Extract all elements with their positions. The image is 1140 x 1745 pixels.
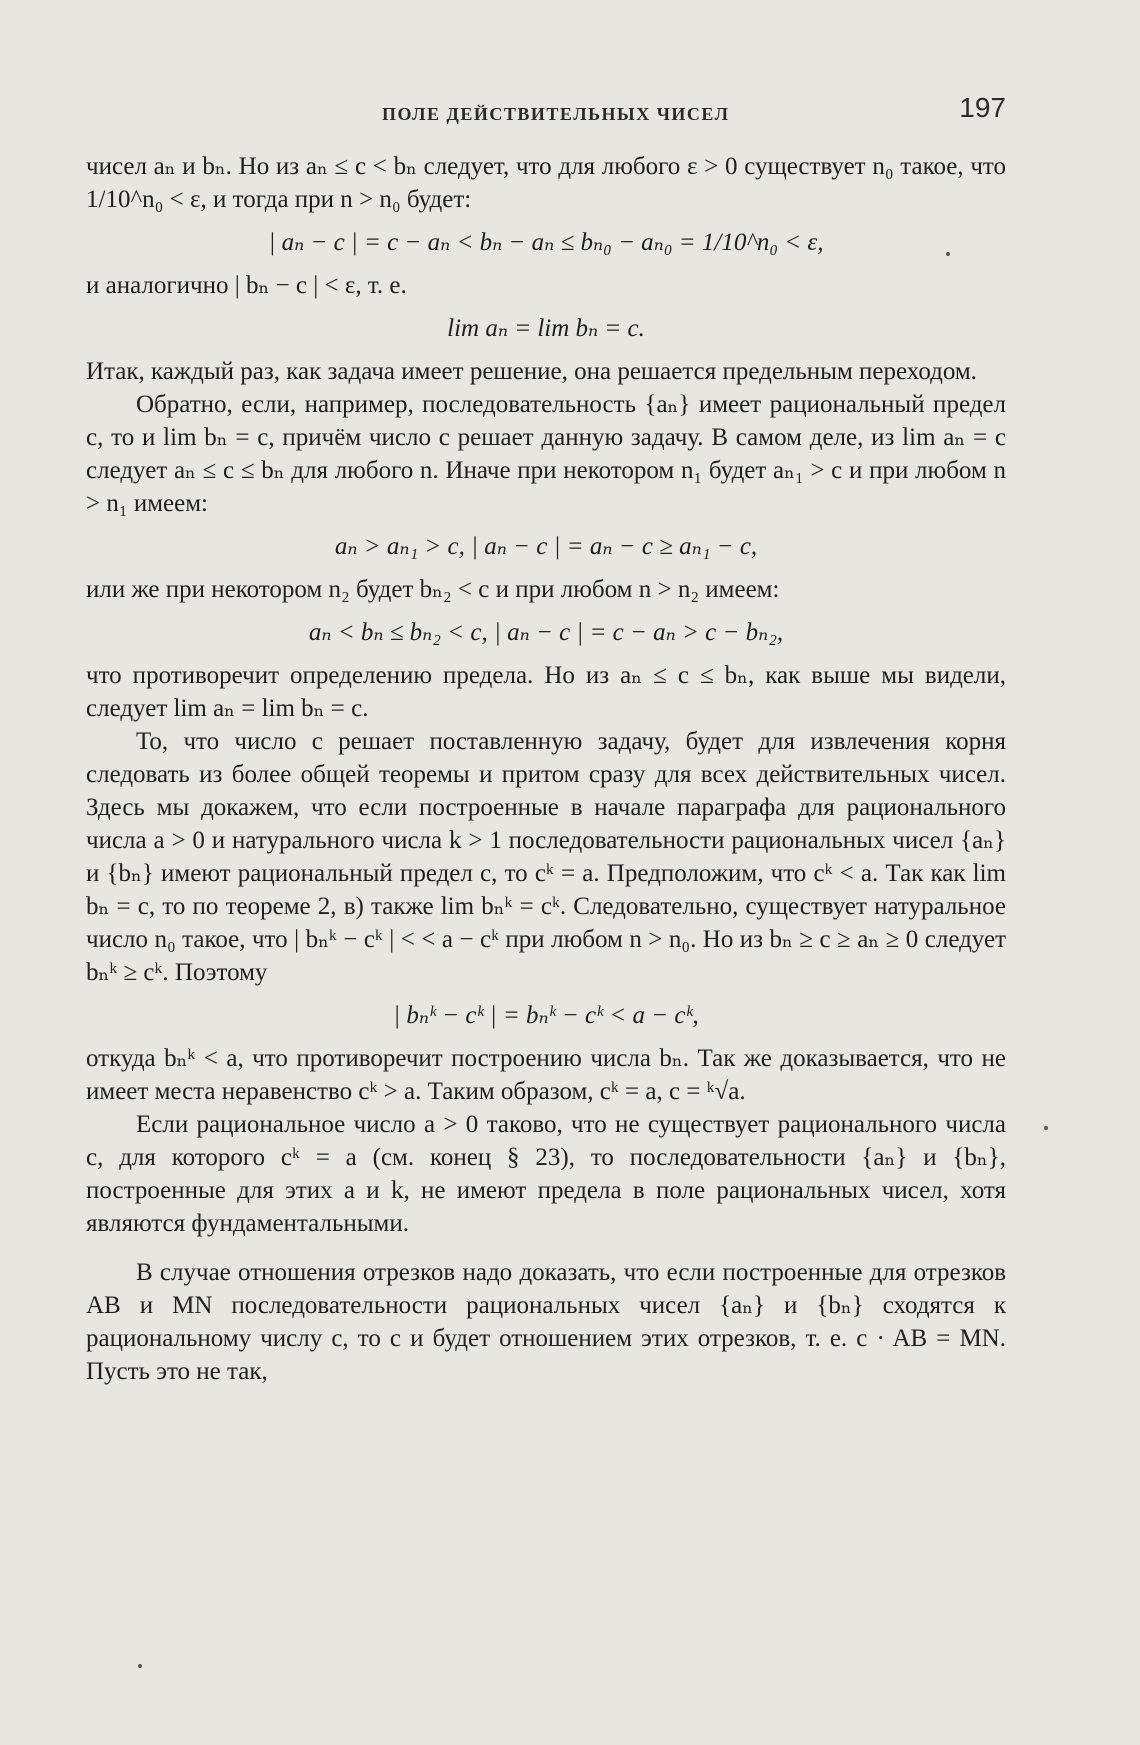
formula: lim aₙ = lim bₙ = c. xyxy=(447,315,645,342)
running-title: ПОЛЕ ДЕЙСТВИТЕЛЬНЫХ ЧИСЕЛ xyxy=(382,104,730,124)
paragraph: что противоречит определению предела. Но из aₙ ≤ c ≤ bₙ, как выше мы видели, следует lim aₙ = lim bₙ = c. xyxy=(86,662,1006,722)
page-number: 197 xyxy=(959,92,1006,123)
paragraph: и аналогично | bₙ − c | < ε, т. е. xyxy=(86,272,407,299)
page-body xyxy=(86,150,1006,1388)
formula: | aₙ − c | = c − aₙ < bₙ − aₙ ≤ bₙ₀ − aₙ₀ = 1/10^n₀ < ε, xyxy=(268,229,824,256)
paragraph: Если рациональное число a > 0 таково, что не существует рационального числа c, для которого cᵏ = a (см. конец § 23), то последовательности {aₙ} и {bₙ}, построенные для этих a и k, не имеют предела в поле рациональных чисел, хотя являются фундаментальными. xyxy=(86,1111,1006,1237)
paragraph: или же при некотором n₂ будет bₙ₂ < c и при любом n > n₂ имеем: xyxy=(86,576,780,603)
formula: aₙ > aₙ₁ > c, | aₙ − c | = aₙ − c ≥ aₙ₁ − c, xyxy=(334,533,758,560)
page-header xyxy=(86,92,1006,132)
paragraph-gap xyxy=(86,1240,1006,1256)
paragraph: Обратно, если, например, последовательность {aₙ} имеет рациональный предел c, то и lim bₙ = c, причём число c решает данную задачу. В самом деле, из lim aₙ = c следует aₙ ≤ c ≤ bₙ для любого n. Иначе при некотором n₁ будет aₙ₁ > c и при любом n > n₁ имеем: xyxy=(86,391,1006,517)
formula: aₙ < bₙ ≤ bₙ₂ < c, | aₙ − c | = c − aₙ > c − bₙ₂, xyxy=(308,619,784,646)
paragraph: Итак, каждый раз, как задача имеет решение, она решается предельным переходом. xyxy=(86,358,977,385)
paragraph: В случае отношения отрезков надо доказать, что если построенные для отрезков AB и MN последовательности рациональных чисел {aₙ} и {bₙ} сходятся к рациональному числу c, то c и будет отношением этих отрезков, т. е. c · AB = MN. Пусть это не так, xyxy=(86,1259,1006,1385)
paragraph: чисел aₙ и bₙ. Но из aₙ ≤ c < bₙ следует, что для любого ε > 0 существует n₀ такое, что 1/10^n₀ < ε, и тогда при n > n₀ будет: xyxy=(86,153,1006,213)
paragraph: То, что число c решает поставленную задачу, будет для извлечения корня следовать из более общей теоремы и притом сразу для всех действительных чисел. Здесь мы докажем, что если построенные в начале параграфа для рационального числа a > 0 и натурального числа k > 1 последовательности рациональных чисел {aₙ} и {bₙ} имеют рациональный предел c, то cᵏ = a. Предположим, что cᵏ < a. Так как lim bₙ = c, то по теореме 2, в) также lim bₙᵏ = cᵏ. Следовательно, существует натуральное число n₀ такое, что | bₙᵏ − cᵏ | < < a − cᵏ при любом n > n₀. Но из bₙ ≥ c ≥ aₙ ≥ 0 следует bₙᵏ ≥ cᵏ. Поэтому xyxy=(86,728,1006,986)
print-speck xyxy=(138,1664,142,1668)
formula: | bₙᵏ − cᵏ | = bₙᵏ − cᵏ < a − cᵏ, xyxy=(393,1002,699,1029)
print-speck xyxy=(946,252,950,256)
print-speck xyxy=(1044,1126,1048,1130)
paragraph: откуда bₙᵏ < a, что противоречит построению числа bₙ. Так же доказывается, что не имеет места неравенство cᵏ > a. Таким образом, cᵏ = a, c = ᵏ√a. xyxy=(86,1045,1006,1105)
